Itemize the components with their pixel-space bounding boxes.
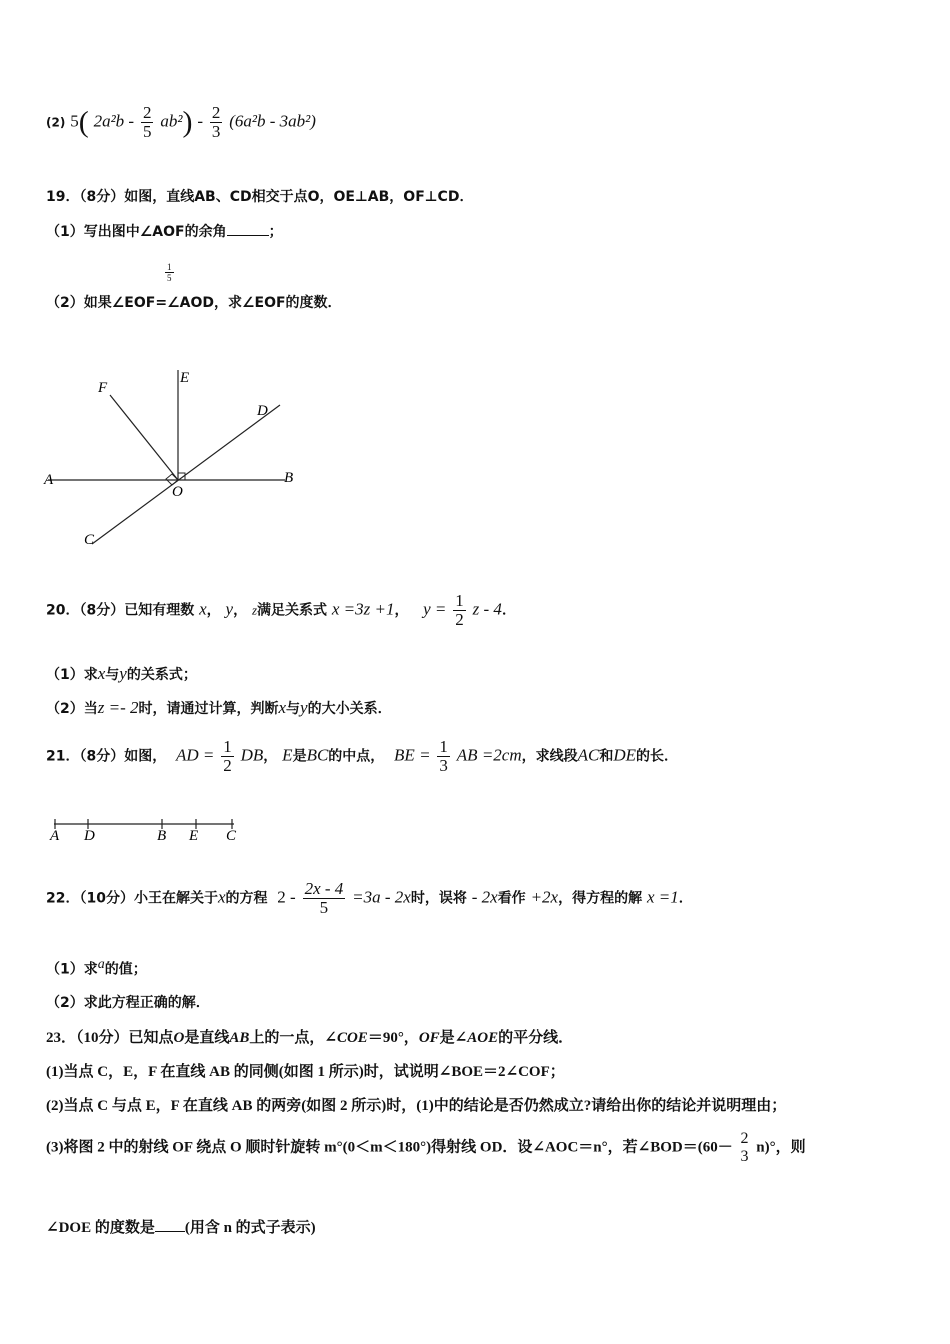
- label-c: C: [226, 828, 237, 844]
- label-f: F: [98, 380, 108, 396]
- q23-header: 23．（10分）已知点O是直线AB上的一点，∠COE＝90°，OF是∠AOE的平分线．: [46, 1030, 574, 1046]
- q20-header: 20．（8分）已知有理数 x， y， z满足关系式 x =3z +1， y = $\frac{1}{2}$ z - 4．: [46, 591, 516, 629]
- label-d: D: [84, 828, 95, 844]
- label-b: B: [157, 828, 167, 844]
- q23-answer-blank: [155, 1219, 185, 1232]
- q23-part3: (3)将图 2 中的射线 OF 绕点 O 顺时针旋转 m°(0＜m＜180°)得射线 OD．设∠AOC＝n°，若∠BOD＝(60－ 2 3 n)°，则: [46, 1130, 806, 1165]
- q19-small-frac: $\frac{1}{5}$: [167, 262, 172, 283]
- label-b: B: [284, 470, 294, 486]
- q21-figure: [46, 812, 256, 846]
- q22-header: 22．（10分）小王在解关于x的方程 2 - $\frac{2x - 4}{5}$ =3a - 2x时，误将 - 2x看作 +2x，得方程的解 x =1．: [46, 879, 693, 917]
- q20-part1: （1）求x与y的关系式；: [46, 664, 197, 683]
- line-cd: [92, 405, 280, 544]
- q20-part2: （2）当z =- 2时，请通过计算，判断x与y的大小关系．: [46, 698, 392, 717]
- q23-part2: (2)当点 C 与点 E，F 在直线 AB 的两旁(如图 2 所示)时，(1)中的结论是否仍然成立?请给出你的结论并说明理由；: [46, 1098, 787, 1114]
- q21-frac2: $\frac{1}{3}$: [439, 737, 448, 775]
- q22-part1: （1）求$^a$的值；: [46, 957, 147, 978]
- q19-part1: （1）写出图中∠AOF的余角 ；: [46, 224, 283, 240]
- label-o: O: [172, 484, 183, 500]
- q18-part2: (2) 5( 2a²b - $\frac{2}{5}$ ab²) - $\frac{2}{3}$ (6a²b - 3ab²): [46, 103, 316, 141]
- q23-part1: (1)当点 C，E，F 在直线 AB 的同侧(如图 1 所示)时，试说明∠BOE＝2∠COF；: [46, 1064, 565, 1080]
- q18-term2: ab²: [160, 111, 183, 131]
- q21-frac1: $\frac{1}{2}$: [223, 737, 232, 775]
- q18-coef: 5: [70, 111, 79, 131]
- q19-figure: [40, 360, 310, 560]
- q23-part4: ∠DOE 的度数是 (用含 n 的式子表示): [46, 1220, 316, 1236]
- q18-term1: 2a²b -: [93, 111, 135, 131]
- label-a: A: [50, 828, 60, 844]
- q18-term3: (6a²b - 3ab²): [229, 111, 316, 131]
- label-c: C: [84, 532, 95, 548]
- q22-part2: （2）求此方程正确的解．: [46, 995, 210, 1011]
- q18-frac1: $\frac{2}{5}$: [142, 103, 152, 141]
- q18-frac2: $\frac{2}{3}$: [211, 103, 221, 141]
- label-a: A: [44, 472, 54, 488]
- label-e: E: [180, 370, 190, 386]
- q19-answer-blank: [227, 223, 269, 236]
- q19-part2: （2）如果∠EOF=∠AOD，求∠EOF的度数．: [46, 295, 342, 311]
- label-e: E: [189, 828, 199, 844]
- q19-header: 19．（8分）如图，直线AB、CD相交于点O，OE⊥AB，OF⊥CD．: [46, 189, 474, 205]
- q18-minus: -: [197, 111, 203, 131]
- label-d: D: [257, 403, 268, 419]
- q21-header: 21．（8分）如图， AD = $\frac{1}{2}$ DB， E是BC的中点， BE = $\frac{1}{3}$ AB =2cm，求线段AC和DE的长．: [46, 737, 679, 775]
- q18-label: (2): [46, 115, 66, 130]
- q20-frac: $\frac{1}{2}$: [455, 591, 464, 629]
- line-of: [110, 395, 178, 480]
- q22-frac: $\frac{2x - 4}{5}$: [304, 879, 344, 917]
- q23-frac: 2 3: [740, 1130, 749, 1165]
